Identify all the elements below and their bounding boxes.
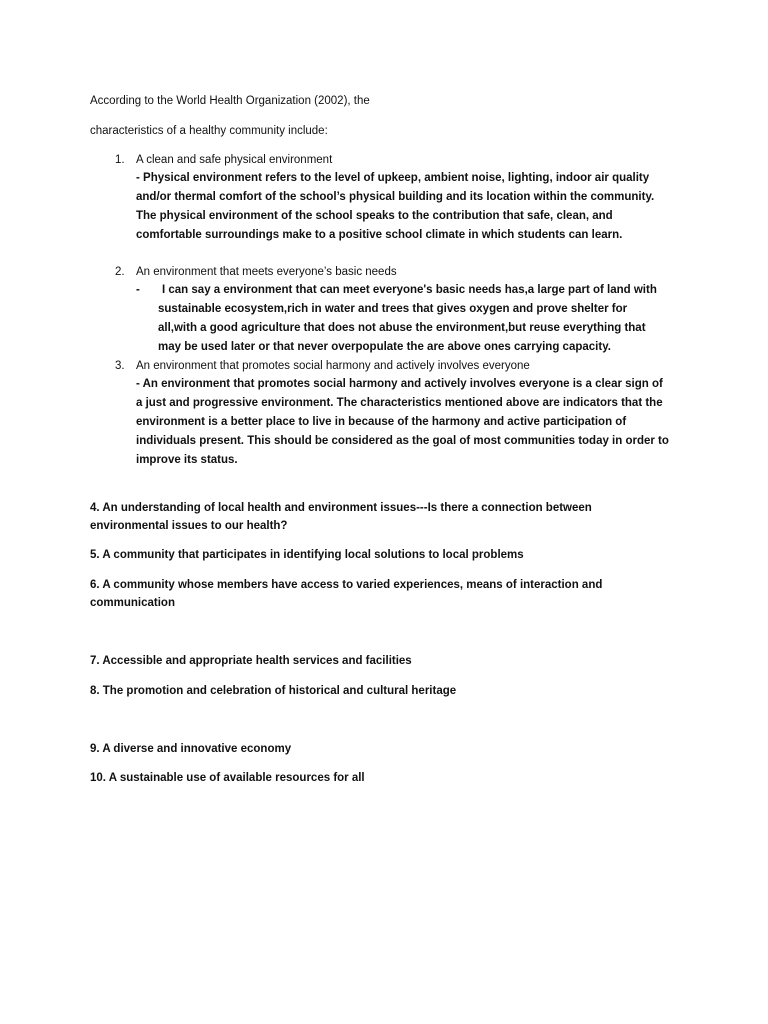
list-item-2-body-line: all,with a good agriculture that does not abuse the environment,but reuse everything that <box>158 322 646 334</box>
list-item-2-number: 2. <box>115 266 125 278</box>
list-item-8: 8. The promotion and celebration of historical and cultural heritage <box>90 685 457 697</box>
list-item-1-body-line: - Physical environment refers to the level of upkeep, ambient noise, lighting, indoor air quality <box>136 172 650 184</box>
list-item-5: 5. A community that participates in identifying local solutions to local problems <box>90 549 524 561</box>
list-item-4-line: environmental issues to our health? <box>90 520 288 532</box>
list-item-3-body-line: - An environment that promotes social harmony and actively involves everyone is a clear sign of <box>136 378 663 390</box>
list-item-1-body-line: comfortable surroundings make to a positive school climate in which students can learn. <box>136 229 623 241</box>
list-item-7: 7. Accessible and appropriate health services and facilities <box>90 655 412 667</box>
list-item-1-number: 1. <box>115 154 125 166</box>
list-item-6-line: 6. A community whose members have access to varied experiences, means of interaction and <box>90 579 603 591</box>
list-item-3-body-line: a just and progressive environment. The characteristics mentioned above are indicators that the <box>136 397 663 409</box>
intro-line-1: According to the World Health Organization (2002), the <box>90 95 370 107</box>
list-item-10: 10. A sustainable use of available resources for all <box>90 772 365 784</box>
list-item-2-bullet: - <box>136 284 140 296</box>
list-item-1-body-line: and/or thermal comfort of the school’s physical building and its location within the community. <box>136 191 655 203</box>
list-item-9: 9. A diverse and innovative economy <box>90 743 292 755</box>
list-item-1-body-line: The physical environment of the school speaks to the contribution that safe, clean, and <box>136 210 613 222</box>
intro-line-2: characteristics of a healthy community include: <box>90 125 328 137</box>
list-item-3-body-line: individuals present. This should be considered as the goal of most communities today in order to <box>136 435 669 447</box>
list-item-2-body-line: may be used later or that never overpopulate the are above ones carrying capacity. <box>158 341 611 353</box>
list-item-3-title: An environment that promotes social harmony and actively involves everyone <box>136 360 530 372</box>
list-item-3-body-line: improve its status. <box>136 454 238 466</box>
list-item-2-title: An environment that meets everyone’s basic needs <box>136 266 397 278</box>
list-item-2-body-line: sustainable ecosystem,rich in water and trees that gives oxygen and prove shelter for <box>158 303 628 315</box>
list-item-6-line: communication <box>90 597 175 609</box>
list-item-3-body-line: environment is a better place to live in because of the harmony and active participation of <box>136 416 627 428</box>
list-item-2-body-line: I can say a environment that can meet everyone's basic needs has,a large part of land with <box>162 284 657 296</box>
list-item-1-title: A clean and safe physical environment <box>136 154 333 166</box>
list-item-3-number: 3. <box>115 360 125 372</box>
list-item-4-line: 4. An understanding of local health and environment issues---Is there a connection between <box>90 502 592 514</box>
